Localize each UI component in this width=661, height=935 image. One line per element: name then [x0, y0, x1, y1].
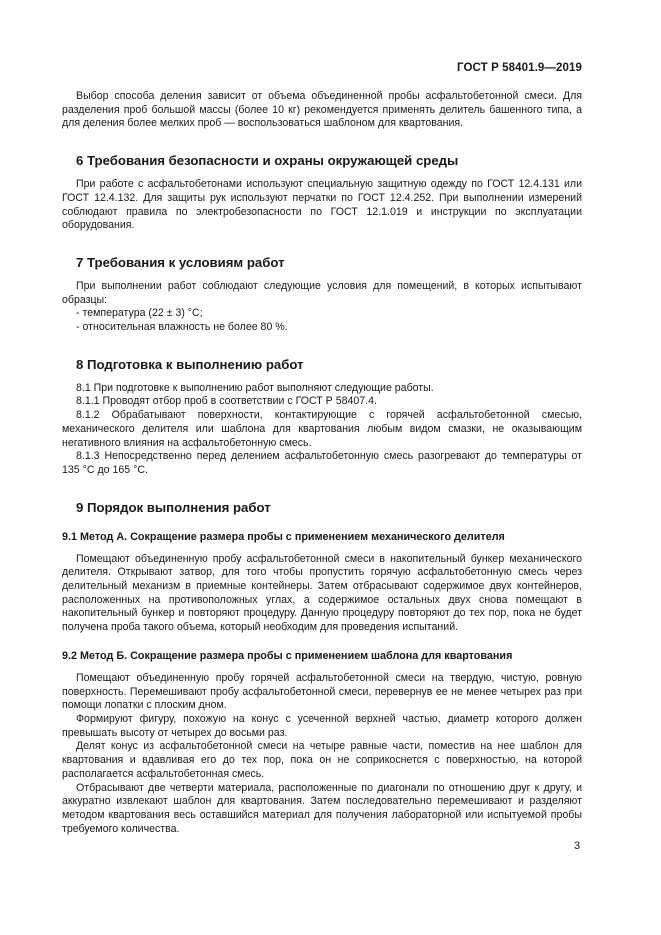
standard-header: ГОСТ Р 58401.9—2019: [457, 62, 582, 74]
section-9-heading: 9 Порядок выполнения работ: [76, 499, 271, 515]
section-6-heading: 6 Требования безопасности и охраны окружающей среды: [76, 153, 459, 169]
section-8-1-paragraph: 8.1 При подготовке к выполнению работ выполняют следующие работы.: [76, 381, 434, 394]
section-9-1-paragraph: Помещают объединенную пробу асфальтобетонной смеси в накопительный бункер механического делителя. Открывают затвор, для того чтобы пропустить горячую асфальтобетонную смесь через делительный механизм в приемные контейнеры. Затем отбрасывают содержимое двух контейнеров, расположенных на противоположных углах, а содержимое остальных двух снова помещают в накопительный бункер и повторяют процедуру. Данную процедуру повторяют до тех пор, пока не будет получена проба такого объема, который необходим для проведения испытаний.: [62, 552, 582, 634]
section-9-1-heading: 9.1 Метод А. Сокращение размера пробы с применением механического делителя: [62, 530, 505, 543]
section-7-list-item-humidity: - относительная влажность не более 80 %.: [76, 321, 288, 334]
section-6-paragraph: При работе с асфальтобетонами используют специальную защитную одежду по ГОСТ 12.4.131 или ГОСТ 12.4.132. Для защиты рук используют перчатки по ГОСТ 12.4.252. При выполнении измерений соблюдают правила по электробезопасности по ГОСТ 12.1.019 и инструкции по эксплуатации оборудования.: [62, 178, 582, 232]
section-8-1-2-paragraph: 8.1.2 Обрабатывают поверхности, контактирующие с горячей асфальтобетонной смесью, механического делителя или шаблона для квартования любым видом смазки, не оказывающим негативного влияния на асфальтобетонную смесь.: [62, 409, 582, 449]
section-7-list-item-temperature: - температура (22 ± 3) °С;: [76, 307, 203, 320]
section-7-heading: 7 Требования к условиям работ: [76, 254, 285, 270]
page-number: 3: [574, 840, 581, 852]
section-9-2-paragraph-2: Формируют фигуру, похожую на конус с усеченной верхней частью, диаметр которого должен превышать высоту от четырех до восьми раз.: [62, 712, 582, 739]
section-9-2-heading: 9.2 Метод Б. Сокращение размера пробы с применением шаблона для квартования: [62, 649, 513, 662]
intro-paragraph: Выбор способа деления зависит от объема объединенной пробы асфальтобетонной смеси. Для разделения проб большой массы (более 10 кг) рекомендуется применять делитель башенного типа, а для деления более мелких проб — воспользоваться шаблоном для квартования.: [62, 90, 582, 130]
section-7-paragraph: При выполнении работ соблюдают следующие условия для помещений, в которых испытывают образцы:: [62, 279, 582, 306]
document-body: [62, 90, 582, 836]
section-9-2-paragraph-4: Отбрасывают две четверти материала, расположенные по диагонали по отношению друг к другу, и аккуратно извлекают шаблон для квартования. Затем последовательно перемешивают и разделяют методом квартования весь оставшийся материал для получения лабораторной или испытуемой пробы требуемого количества.: [62, 781, 582, 835]
section-9-2-paragraph-1: Помещают объединенную пробу горячей асфальтобетонной смеси на твердую, чистую, ровную поверхность. Перемешивают пробу асфальтобетонной смеси, перевернув ее не менее четырех раз при помощи лопатки с плоским дном.: [62, 671, 582, 712]
section-8-1-3-paragraph: 8.1.3 Непосредственно перед делением асфальтобетонную смесь разогревают до температуры от 135 °С до 165 °С.: [62, 450, 582, 476]
section-9-2-paragraph-3: Делят конус из асфальтобетонной смеси на четыре равные части, поместив на нее шаблон для квартования и вдавливая его до тех пор, пока он не соприкоснется с поверхностью, на которой располагается асфальтобетонная смесь.: [62, 740, 582, 780]
section-8-1-1-paragraph: 8.1.1 Проводят отбор проб в соответствии с ГОСТ Р 58407.4.: [76, 395, 377, 408]
section-8-heading: 8 Подготовка к выполнению работ: [76, 356, 304, 372]
